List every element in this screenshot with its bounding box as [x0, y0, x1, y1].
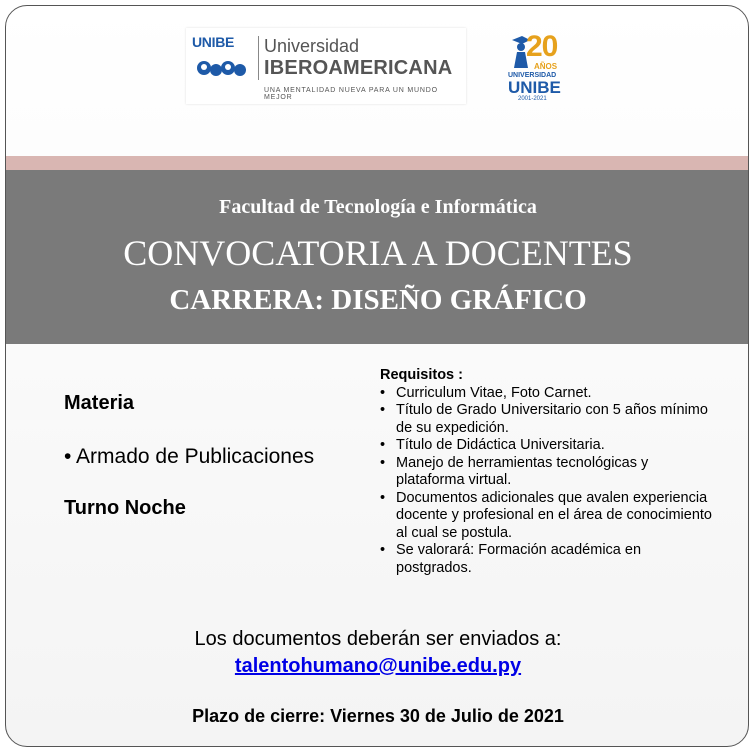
requirements-block — [380, 367, 720, 577]
requirement-item: • Documentos adicionales que avalen experiencia docente y profesional en el área de conocimiento al cual se postula. — [380, 489, 712, 541]
unibe-logo — [186, 28, 466, 104]
anniversary-range: 2001-2021 — [518, 96, 547, 102]
bullet-icon: • — [380, 454, 386, 471]
subject-item: • Armado de Publicaciones — [64, 445, 315, 468]
slide-frame — [5, 5, 749, 747]
requirements-title: Requisitos : — [380, 367, 463, 383]
logo-university: Universidad — [264, 36, 360, 56]
materia-label: Materia — [64, 392, 135, 414]
anniversary-number: 20 — [526, 30, 558, 63]
bullet-icon: • — [380, 542, 386, 558]
bullet-icon: • — [380, 489, 386, 506]
subject-column — [64, 392, 374, 520]
requirement-item: • Título de Grado Universitario con 5 años mínimo de su expedición. — [380, 402, 708, 436]
anniversary-years-label: AÑOS — [534, 62, 558, 71]
deadline-text: Plazo de cierre: Viernes 30 de Julio de 2021 — [192, 706, 564, 726]
bullet-icon: • — [380, 384, 386, 401]
accent-bar — [6, 156, 749, 170]
logo-divider — [258, 36, 259, 80]
title-banner — [6, 170, 749, 344]
shift-label: Turno Noche — [64, 497, 186, 519]
requirement-item: • Título de Didáctica Universitaria. — [380, 437, 605, 453]
unibe-badge-text: UNIBE — [192, 34, 235, 50]
logo-tagline: UNA MENTALIDAD NUEVA PARA UN MUNDO MEJOR — [264, 87, 438, 101]
logo-name: IBEROAMERICANA — [264, 57, 453, 79]
bullet-icon: • — [380, 402, 386, 418]
contact-text: Los documentos deberán ser enviados a: — [194, 628, 562, 650]
requirements-list — [380, 385, 720, 578]
career-title: CARRERA: DISEÑO GRÁFICO — [169, 284, 587, 316]
requirement-item: • Manejo de herramientas tecnológicas y plataforma virtual. — [380, 454, 649, 488]
faculty-title: Facultad de Tecnología e Informática — [219, 196, 537, 218]
anniversary-brand: UNIBE — [508, 78, 561, 97]
anniversary-logo — [504, 30, 584, 104]
main-title: CONVOCATORIA A DOCENTES — [123, 233, 633, 273]
email-link[interactable]: talentohumano@unibe.edu.py — [234, 655, 522, 677]
contact-section — [6, 628, 749, 678]
anniversary-university: UNIVERSIDAD — [508, 72, 557, 79]
bullet-icon: • — [380, 437, 386, 453]
requirement-item: • Se valorará: Formación académica en postgrados. — [380, 542, 642, 576]
logos-area — [186, 28, 586, 104]
requirement-item: • Curriculum Vitae, Foto Carnet. — [380, 384, 592, 401]
